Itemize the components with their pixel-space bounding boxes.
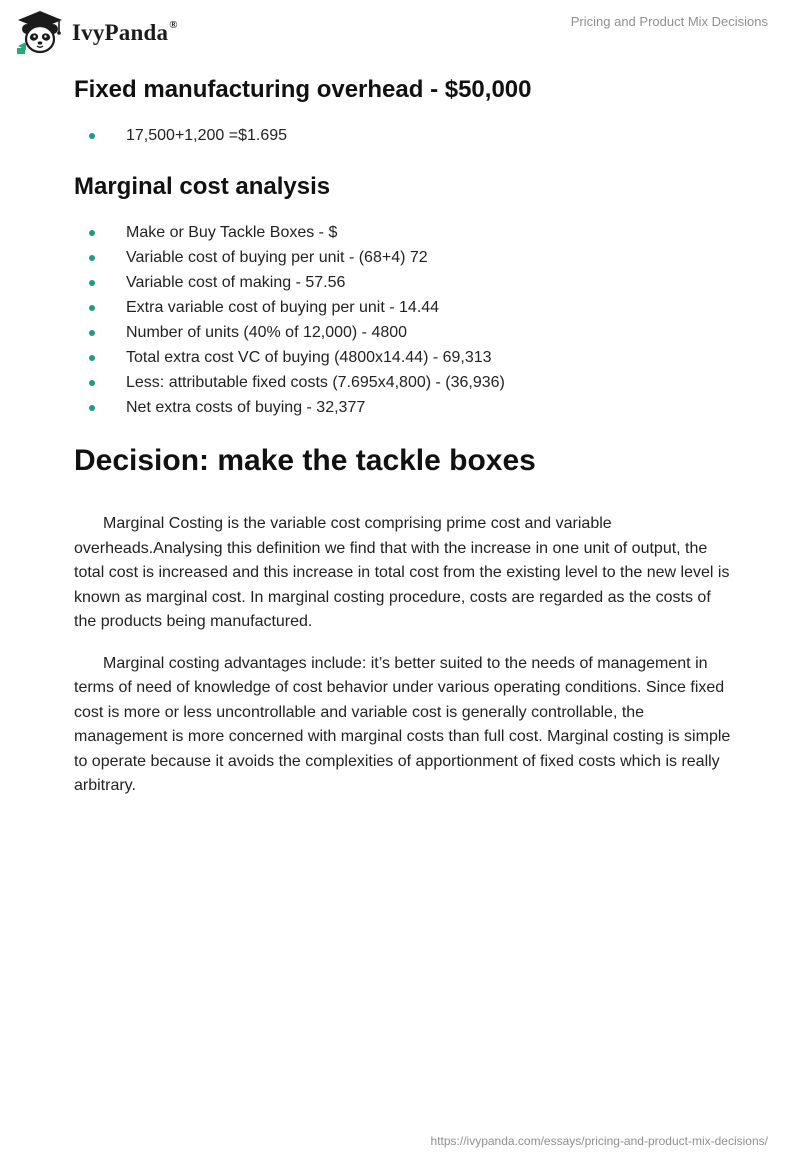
essay-content xyxy=(74,74,734,799)
registered-mark: ® xyxy=(169,19,178,32)
decision-heading: Decision: make the tackle boxes xyxy=(74,444,536,477)
fixed-overhead-heading: Fixed manufacturing overhead - $50,000 xyxy=(74,76,532,103)
footer-source-url[interactable]: https://ivypanda.com/essays/pricing-and-product-mix-decisions/ xyxy=(430,1134,768,1148)
list-item: Net extra costs of buying - 32,377 xyxy=(74,395,734,420)
list-item: Total extra cost VC of buying (4800x14.44) - 69,313 xyxy=(74,345,734,370)
marginal-cost-heading: Marginal cost analysis xyxy=(74,173,331,200)
document-title: Pricing and Product Mix Decisions xyxy=(570,14,768,29)
brand-name: IvyPanda® xyxy=(72,19,178,45)
fixed-overhead-list xyxy=(74,123,734,148)
panda-graduation-cap-icon xyxy=(14,8,66,56)
list-item: 17,500+1,200 =$1.695 xyxy=(74,123,734,148)
list-item: Less: attributable fixed costs (7.695x4,800) - (36,936) xyxy=(74,370,734,395)
list-item: Make or Buy Tackle Boxes - $ xyxy=(74,220,734,245)
list-item: Extra variable cost of buying per unit - 14.44 xyxy=(74,295,734,320)
list-item: Variable cost of buying per unit - (68+4) 72 xyxy=(74,245,734,270)
list-item: Variable cost of making - 57.56 xyxy=(74,270,734,295)
list-item: Number of units (40% of 12,000) - 4800 xyxy=(74,320,734,345)
ivypanda-logo[interactable] xyxy=(14,8,178,56)
paragraph-advantages: Marginal costing advantages include: it’s better suited to the needs of management in terms of need of knowledge of cost behavior under various operating conditions. Since fixed cost is more or less uncontrollable and variable cost is generally controllable, the management is more concerned with marginal costs than full cost. Marginal costing is simple to operate because it avoids the complexities of apportionment of fixed costs which is really arbitrary. xyxy=(74,654,731,794)
marginal-cost-list xyxy=(74,220,734,420)
page-header xyxy=(0,0,800,70)
paragraph-marginal-costing: Marginal Costing is the variable cost comprising prime cost and variable overheads.Analysing this definition we find that with the increase in one unit of output, the total cost is increased and this increase in total cost from the existing level to the new level is known as marginal cost. In marginal costing procedure, costs are regarded as the costs of the products being manufactured. xyxy=(74,515,730,630)
